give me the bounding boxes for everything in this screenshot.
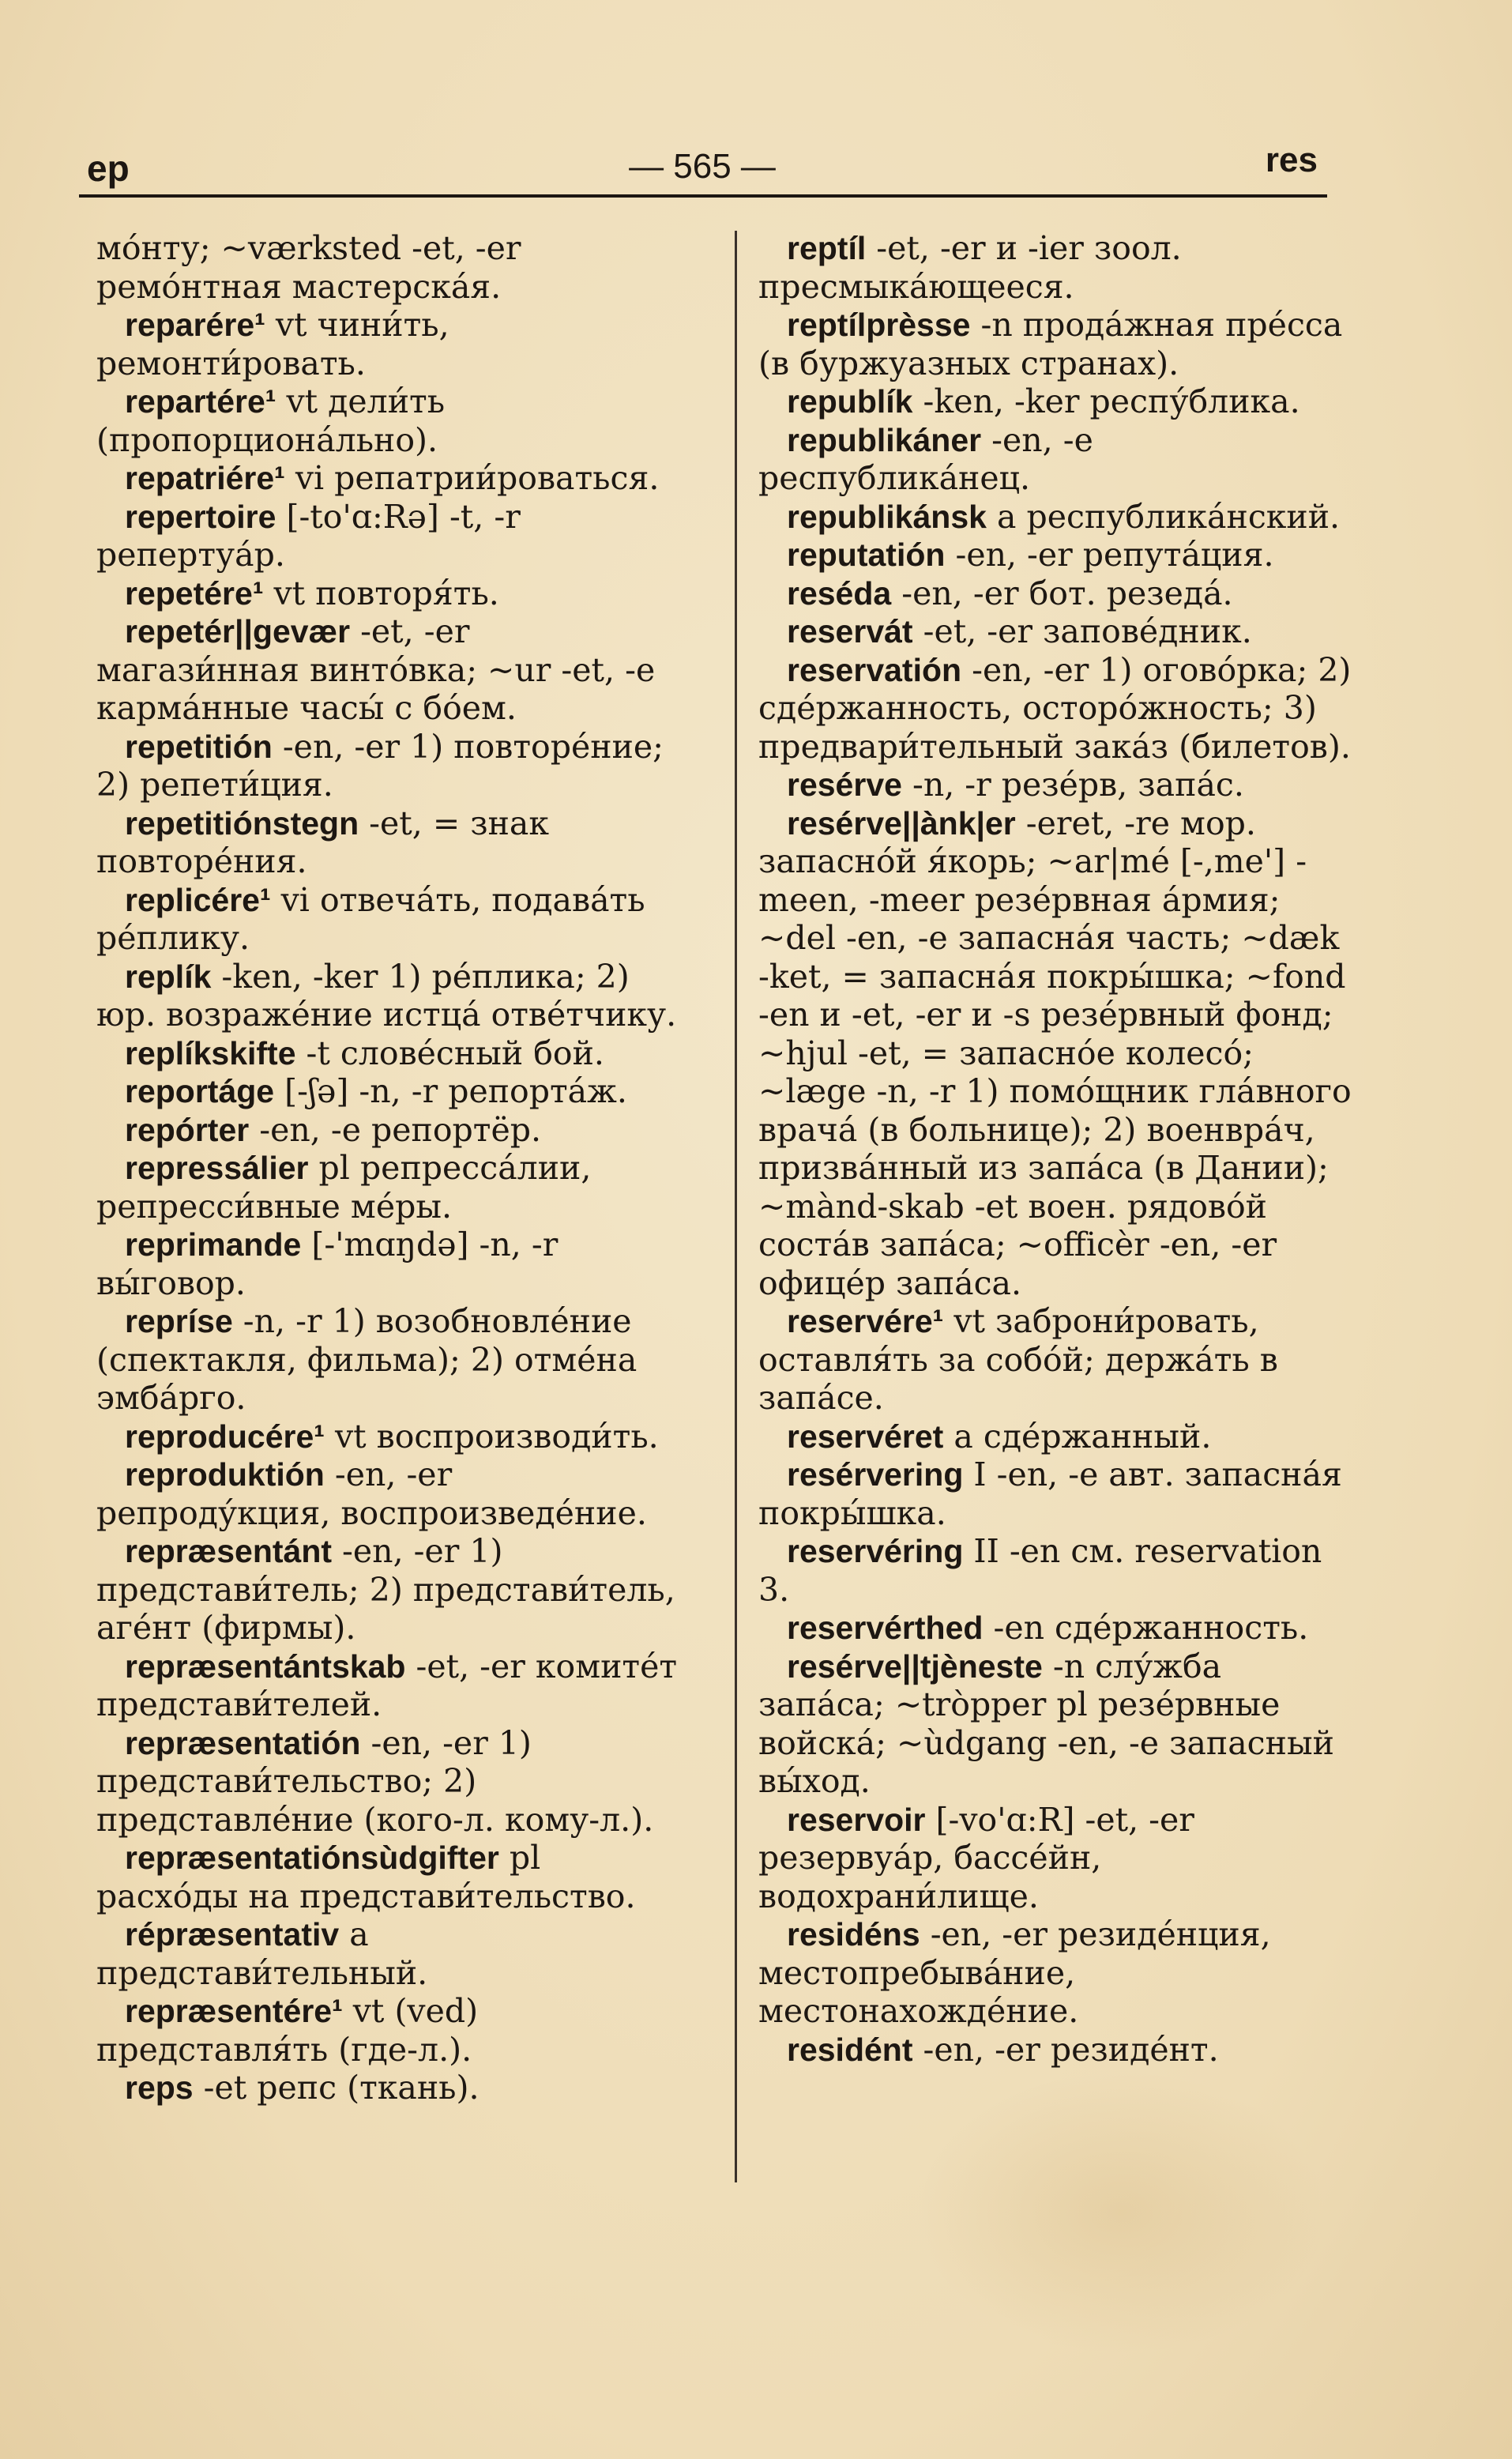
right-column [758,229,1352,2069]
page-number: — 565 — [629,147,776,186]
dictionary-entry [758,229,1352,306]
entry-definition: -n, -r резе́рв, запа́с. [901,766,1244,804]
dictionary-entry [758,536,1352,574]
dictionary-entry [758,804,1352,1303]
dictionary-entry [758,382,1352,421]
entry-definition: vt повторя́ть. [263,574,499,612]
entry-definition: -en, -er резиде́нция, местопребыва́ние, местонахожде́ние. [758,1915,1271,2030]
entry-headword: resérvering [787,1456,964,1493]
entry-headword: resérve [787,766,902,803]
entry-headword: replíkskifte [125,1034,296,1071]
entry-headword: répræsentativ [125,1916,340,1953]
entry-headword: repræsentántskab [125,1647,406,1685]
header-right-guideword: res [1265,141,1318,179]
entry-definition: II -en см. reservation 3. [758,1532,1322,1609]
dictionary-entry [96,1455,681,1532]
dictionary-entry [96,498,681,574]
dictionary-entry [758,1801,1352,1916]
page-header [79,141,1326,196]
entry-headword: repórter [125,1111,250,1148]
dictionary-entry [96,1034,681,1073]
entry-headword: reptíl [787,230,867,266]
entry-definition: a сде́ржанный. [943,1417,1212,1455]
entry-definition: -et репс (ткань). [193,2069,480,2107]
entry-headword: repræsentére¹ [125,1993,343,2029]
entry-definition: -en, -er 1) повторе́ние; 2) репети́ция. [96,727,664,804]
dictionary-entry [96,1302,681,1418]
dictionary-entry [758,651,1352,766]
entry-definition: -ken, -ker 1) ре́плика; 2) юр. возраже́ние истца́ отве́тчику. [96,957,677,1034]
dictionary-entry [758,1302,1352,1418]
entry-headword: resérve||tjèneste [787,1647,1043,1685]
entry-definition: -eret, -re мор. запасно́й я́корь; ~ar|mé [-,me'] -meen, -meer резе́рвная а́рмия; ~del -en, -e запасна́я часть; ~dæk -ket, = запасна́я покры́шка; ~fond -en и -et, -er и -s резе́рвный фонд; ~hjul -et, = запасно́е колесо́; ~læge -n, -r 1) помо́щник гла́вного врача́ (в больнице); 2) военвра́ч, призва́нный из запа́са (в Дании); ~mànd-skab -et воен. рядово́й соста́в запа́са; ~officèr -en, -er офице́р запа́са. [758,804,1352,1302]
entry-headword: replicére¹ [125,881,271,918]
entry-headword: reservéret [787,1418,944,1455]
entry-definition: [-to'ɑ:Rə] -t, -r репертуа́р. [96,497,521,574]
entry-headword: reservérthed [787,1610,984,1646]
entry-headword: republík [787,383,913,420]
entry-definition: vt чини́ть, ремонти́ровать. [96,306,449,382]
entry-headword: reportáge [125,1073,275,1109]
entry-headword: repetitión [125,728,273,765]
entry-headword: replík [125,958,212,995]
entry-definition: -et, -er запове́дник. [912,612,1252,650]
dictionary-entry [96,1226,681,1302]
entry-headword: repræsentánt [125,1533,333,1569]
entry-definition: -et, -er комите́т представи́телей. [96,1647,678,1723]
entry-headword: reservéring [787,1533,964,1569]
entry-headword: reputatión [787,537,946,573]
dictionary-entry [758,766,1352,804]
entry-definition: -en, -er 1) представи́тельство; 2) представле́ние (кого-л. кому-л.). [96,1723,654,1839]
entry-definition: -et, -er магази́нная винто́вка; ~ur -et, -e карма́нные часы́ с бо́ем. [96,612,656,727]
entry-definition: [-ʃə] -n, -r репорта́ж. [274,1072,627,1110]
dictionary-entry [96,1532,681,1647]
entry-headword: reptílprèsse [787,307,971,343]
entry-definition: -n, -r 1) возобновле́ние (спектакля, фильма); 2) отме́на эмба́рго. [96,1302,638,1417]
entry-headword: republikánsk [787,498,987,535]
dictionary-entry [758,498,1352,537]
entry-definition: -en, -er репута́ция. [945,536,1274,574]
entry-headword: reps [125,2069,194,2106]
dictionary-entry [96,229,681,306]
entry-definition: I -en, -e авт. запасна́я покры́шка. [758,1455,1342,1532]
entry-headword: resérve||ànk|er [787,804,1016,842]
entry-definition: -n слу́жба запа́са; ~tròpper pl резе́рвные войска́; ~ùdgang -en, -e запасный вы́ход. [758,1647,1334,1800]
entry-headword: reproducére¹ [125,1418,325,1455]
header-left-guideword: ep [87,148,130,189]
dictionary-entry [758,306,1352,382]
dictionary-entry [96,1839,681,1915]
entry-definition: pl репресса́лии, репресси́вные ме́ры. [96,1149,592,1226]
dictionary-entry [758,1532,1352,1609]
entry-definition: [-'mɑŋdə] -n, -r вы́говор. [96,1226,559,1302]
entry-headword: repræsentatiónsùdgifter [125,1840,499,1876]
entry-definition: -n прода́жная пре́сса (в буржуазных странах). [758,306,1343,382]
dictionary-entry [96,1992,681,2069]
entry-definition: -en, -er 1) огово́рка; 2) сде́ржанность, осторо́жность; 3) предвари́тельный зака́з (билетов). [758,650,1352,766]
dictionary-entry [96,2069,681,2107]
entry-headword: reservatión [787,651,962,688]
entry-headword: reprimande [125,1226,302,1263]
dictionary-entry [758,612,1352,651]
entry-definition: -ken, -ker респу́блика. [912,382,1300,420]
entry-definition: -en, -er бот. резеда́. [891,574,1233,612]
entry-headword: residént [787,2031,913,2068]
entry-headword: repetér||gevær [125,613,351,650]
dictionary-entry [96,382,681,459]
entry-definition: -en, -e репортёр. [249,1110,541,1149]
dictionary-entry [758,574,1352,613]
dictionary-entry [96,306,681,382]
entry-definition: a представи́тельный. [96,1915,428,1992]
entry-headword: repríse [125,1303,233,1339]
entry-headword: repetitiónstegn [125,804,359,842]
entry-headword: repetére¹ [125,574,264,612]
entry-headword: repertoire [125,498,276,535]
entry-headword: reservére¹ [787,1303,944,1339]
entry-headword: repressálier [125,1150,309,1186]
entry-headword: reséda [787,574,892,612]
dictionary-entry [96,612,681,728]
dictionary-entry [96,1072,681,1111]
entry-definition: a республика́нский. [986,497,1341,536]
dictionary-entry [96,459,681,498]
entry-definition: vt (ved) представля́ть (где-л.). [96,1992,479,2069]
entry-headword: repartére¹ [125,383,276,420]
entry-definition: -et, -er и -ier зоол. пресмыка́ющееся. [758,229,1182,306]
entry-headword: repræsentatión [125,1724,361,1761]
dictionary-entry [758,1455,1352,1532]
entry-headword: reservát [787,613,913,650]
left-column [96,229,681,2107]
dictionary-entry [758,1609,1352,1647]
dictionary-entry [96,1915,681,1992]
dictionary-entry [758,1915,1352,2031]
entry-headword: repatriére¹ [125,460,285,496]
dictionary-entry [96,574,681,613]
entry-definition: -t слове́сный бой. [295,1034,604,1072]
dictionary-entry [96,1111,681,1150]
entry-definition: -en, -e республика́нец. [758,420,1093,497]
entry-headword: reservoir [787,1801,926,1838]
dictionary-entry [758,421,1352,498]
entry-definition: -en, -er 1) представи́тель; 2) представи́тель, аге́нт (фирмы). [96,1532,675,1647]
entry-definition: pl расхо́ды на представи́тельство. [96,1839,636,1915]
entry-definition: vi репатрии́роваться. [284,459,660,497]
entry-definition: -en, -er репроду́кция, воспроизведе́ние. [96,1455,647,1532]
dictionary-entry [96,1724,681,1840]
dictionary-entry [96,1149,681,1226]
entry-definition: мо́нту; ~værksted -et, -er ремо́нтная мастерска́я. [96,229,521,306]
dictionary-entry [96,958,681,1034]
dictionary-entry [758,2031,1352,2069]
dictionary-entry [758,1647,1352,1801]
entry-headword: reparére¹ [125,307,265,343]
entry-definition: -en сде́ржанность. [983,1609,1309,1647]
entry-headword: residéns [787,1916,920,1953]
dictionary-entry [96,881,681,958]
entry-definition: -en, -er резиде́нт. [912,2030,1219,2069]
dictionary-entry [96,1418,681,1456]
entry-definition: vt заброни́ровать, оставля́ть за собо́й; держа́ть в запа́се. [758,1302,1278,1417]
header-rule [79,194,1327,198]
dictionary-entry [758,1418,1352,1456]
entry-definition: [-vo'ɑ:R] -et, -er резервуа́р, бассе́йн, водохрани́лище. [758,1800,1194,1915]
entry-headword: republikáner [787,421,982,458]
dictionary-entry [96,1647,681,1724]
column-divider [735,231,737,2182]
dictionary-entry [96,804,681,881]
entry-headword: reproduktión [125,1456,325,1493]
entry-definition: vi отвеча́ть, подава́ть ре́плику. [96,880,645,957]
entry-definition: vt воспроизводи́ть. [324,1417,659,1455]
dictionary-entry [96,728,681,804]
entry-definition: -et, = знак повторе́ния. [96,804,549,880]
paper-stain [916,2070,1327,2355]
entry-definition: vt дели́ть (пропорциона́льно). [96,382,446,459]
